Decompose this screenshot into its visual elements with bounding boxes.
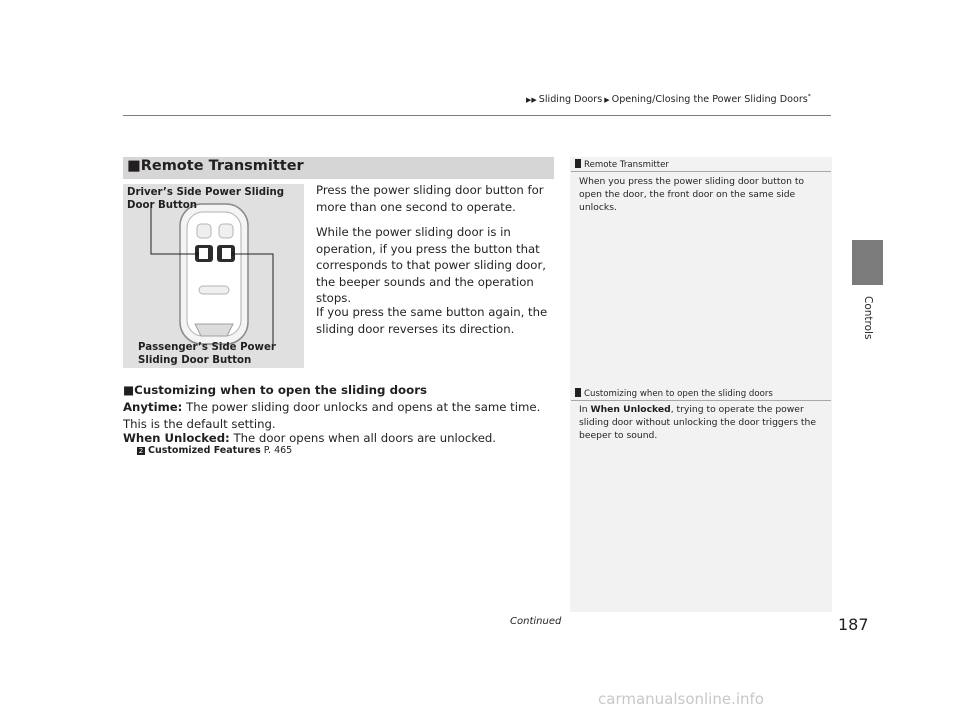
anytime-text: The power sliding door unlocks and opens at the same time. This is the default setting. [123, 400, 541, 431]
note-marker-icon [575, 159, 581, 168]
header-rule [123, 115, 831, 116]
reference-title[interactable]: Customized Features [148, 445, 261, 456]
section-title [127, 158, 304, 174]
anytime-label: Anytime: [123, 400, 183, 414]
when-unlocked-text: The door opens when all doors are unlocked. [233, 431, 497, 445]
callout-driver-button: Driver’s Side Power Sliding Door Button [127, 187, 285, 211]
note-title-text: Customizing when to open the sliding doors [584, 389, 773, 399]
notes-panel [570, 157, 832, 612]
chapter-side-tab[interactable] [852, 240, 883, 285]
breadcrumb-arrow-icon: ▶▶ [526, 96, 537, 105]
breadcrumb-item-opening-closing[interactable]: Opening/Closing the Power Sliding Doors [611, 94, 808, 106]
paragraph-in-operation: While the power sliding door is in operation, if you press the button that corresponds to that power sliding door, the beeper sounds and the operation stops. [316, 225, 546, 305]
customizing-anytime [123, 399, 563, 432]
paragraph-reverse: If you press the same button again, the sliding door reverses its direction. [316, 305, 548, 336]
breadcrumb-arrow-icon: ▶ [604, 96, 610, 105]
chapter-side-label [862, 296, 876, 356]
breadcrumb-item-sliding-doors[interactable]: Sliding Doors [538, 94, 603, 106]
when-unlocked-label: When Unlocked: [123, 431, 230, 445]
note-title-customizing [575, 388, 773, 399]
note-text-rest: , trying to operate the power sliding door without unlocking the door triggers the beeper to sound. [579, 404, 816, 441]
continued-label: Continued [510, 616, 562, 627]
note-divider [571, 171, 831, 172]
note-divider [571, 400, 831, 401]
reference-page[interactable]: P. 465 [263, 445, 293, 456]
breadcrumb-asterisk: * [807, 93, 811, 100]
chapter-side-label-text: Controls [862, 296, 874, 340]
note-title-remote-transmitter [575, 159, 669, 170]
note-title-text: Remote Transmitter [584, 160, 669, 170]
breadcrumb [524, 93, 811, 105]
watermark: carmanualsonline.info [598, 690, 764, 708]
page-number: 187 [838, 615, 869, 634]
paragraph-operate: Press the power sliding door button for more than one second to operate. [316, 183, 544, 214]
customized-features-reference[interactable] [137, 445, 292, 456]
section-title-text: Remote Transmitter [140, 158, 304, 174]
note-text-bold: When Unlocked [590, 404, 671, 415]
note-text-remote-transmitter: When you press the power sliding door button to open the door, the front door on the same side unlocks. [579, 176, 805, 213]
note-text-prefix: In [579, 404, 588, 415]
customizing-heading-text: Customizing when to open the sliding doors [134, 383, 428, 397]
note-text-customizing [579, 403, 819, 442]
reference-arrow-icon: 2 [138, 447, 144, 455]
note-marker-icon [575, 388, 581, 397]
customizing-heading [123, 383, 427, 397]
callout-passenger-button: Passenger’s Side Power Sliding Door Button [138, 342, 276, 366]
square-bullet-icon: ■ [127, 158, 141, 174]
square-bullet-icon: ■ [123, 383, 135, 397]
